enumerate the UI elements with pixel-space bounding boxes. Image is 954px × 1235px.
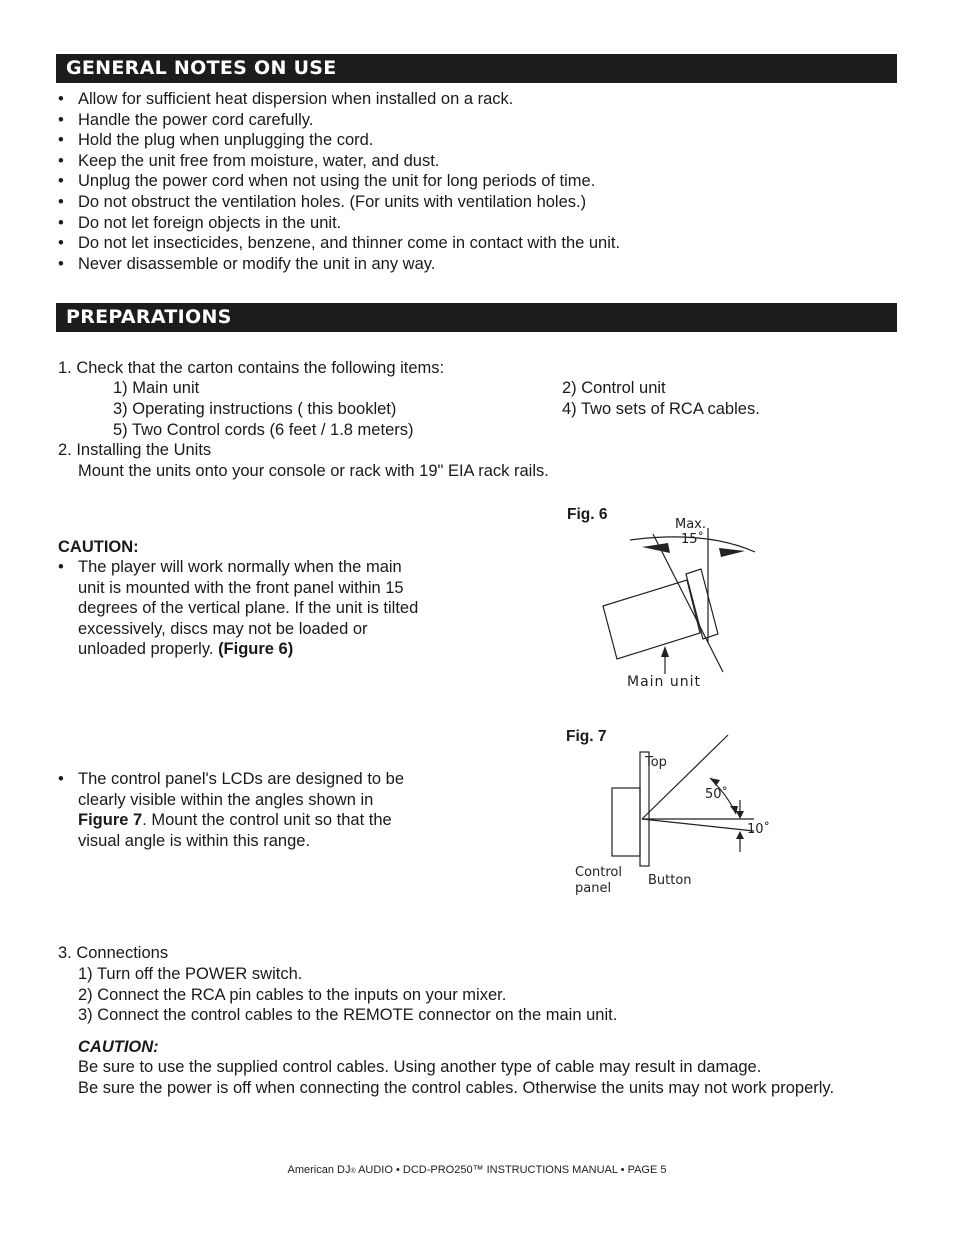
fig7-10-text: 10˚ [747,822,771,837]
footer-brand: American DJ [287,1164,351,1176]
fig7-button-text: Button [648,873,692,888]
lcd-text-b: . Mount the control unit so that the visual angle is within this range. [78,811,392,850]
list-item: • Allow for sufficient heat dispersion when installed on a rack. [56,89,620,110]
conn3-text: 3) Connect the control cables to the REMOTE connector on the main unit. [78,1006,618,1024]
fig6-main-unit-text: Main unit [627,674,701,690]
lcd-text-a: The control panel's LCDs are designed to be clearly visible within the angles shown in [78,770,405,809]
fig6-angle-text: 15˚ [681,532,705,547]
step3-title: 3. Connections [58,944,169,962]
step2-title: 2. Installing the Units [58,441,212,459]
footer-text: AUDIO • DCD-PRO250™ INSTRUCTIONS MANUAL • PAGE 5 [355,1164,667,1176]
figure6-ref: (Figure 6) [218,640,294,659]
step1-text: 1. Check that the carton contains the following items: [58,359,445,377]
item-rca-cables: 4) Two sets of RCA cables. [562,400,760,418]
fig7-50-text: 50˚ [705,787,729,802]
fig7-label: Fig. 7 [566,728,607,745]
footer-reg: ® [350,1168,356,1175]
list-item: • Handle the power cord carefully. [56,110,620,131]
preparations-heading: PREPARATIONS [56,303,897,332]
list-item: • Do not let insecticides, benzene, and thinner come in contact with the unit. [56,233,620,254]
list-item: • Keep the unit free from moisture, water, and dust. [56,151,620,172]
fig7-control-text: Control [575,865,622,880]
bullet: • [58,770,64,788]
conn1-text: 1) Turn off the POWER switch. [78,965,303,983]
lcd-paragraph [56,769,426,851]
caution2-line2: Be sure the power is off when connecting the control cables. Otherwise the units may not work properly. [78,1079,835,1097]
item-main-unit: 1) Main unit [113,379,200,397]
fig7-diagram [570,730,780,905]
list-item: • Unplug the power cord when not using the unit for long periods of time. [56,171,620,192]
figure7-ref: Figure 7 [78,811,143,830]
bullet: • [58,558,64,576]
fig6-max-text: Max. [675,517,707,532]
step2-text: Mount the units onto your console or rack with 19" EIA rack rails. [78,462,549,480]
item-control-unit: 2) Control unit [562,379,666,397]
item-instructions: 3) Operating instructions ( this booklet) [113,400,397,418]
page-footer [0,1164,954,1176]
caution-paragraph [56,557,426,660]
item-control-cords: 5) Two Control cords (6 feet / 1.8 meters) [113,421,414,439]
list-item: • Do not let foreign objects in the unit. [56,213,620,234]
caution-text: The player will work normally when the main unit is mounted with the front panel within 15 degrees of the vertical plane. If the unit is tilted excessively, discs may not be loaded or unloaded properly. [78,558,419,659]
fig6-label: Fig. 6 [567,506,608,523]
caution-label: CAUTION: [58,538,139,556]
general-notes-list [56,89,620,274]
list-item: • Never disassemble or modify the unit in any way. [56,254,620,275]
list-item: • Do not obstruct the ventilation holes. (For units with ventilation holes.) [56,192,620,213]
fig7-top-text: Top [645,755,667,770]
list-item: • Hold the plug when unplugging the cord. [56,130,620,151]
fig6-diagram [595,510,765,695]
general-notes-heading: GENERAL NOTES ON USE [56,54,897,83]
caution2-label: CAUTION: [78,1038,159,1056]
caution2-line1: Be sure to use the supplied control cables. Using another type of cable may result in damage. [78,1058,762,1076]
fig7-panel-text: panel [575,881,612,896]
conn2-text: 2) Connect the RCA pin cables to the inputs on your mixer. [78,986,507,1004]
